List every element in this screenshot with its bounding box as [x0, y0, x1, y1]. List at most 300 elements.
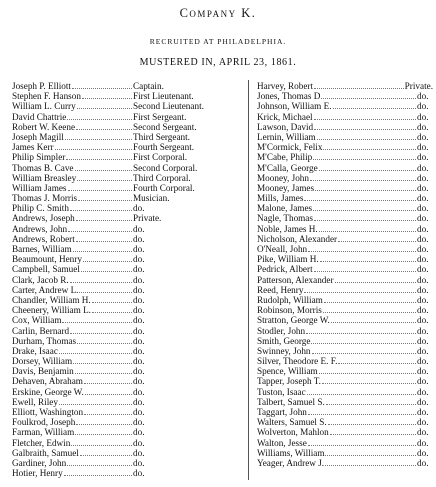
roster-entry [257, 244, 433, 254]
dot-leader [325, 448, 416, 456]
soldier-rank: do. [133, 427, 145, 438]
dot-leader [324, 295, 416, 303]
soldier-rank: do. [417, 407, 429, 417]
roster-entry [12, 112, 245, 122]
dot-leader [75, 366, 132, 374]
soldier-name: Galbraith, Samuel [12, 447, 79, 458]
soldier-name: Silver, Theodore E. F. [257, 356, 338, 367]
soldier-rank: do. [417, 284, 429, 295]
roster-entry [12, 417, 245, 427]
roster-entry [12, 152, 245, 162]
soldier-name: Williams, William [257, 447, 325, 458]
roster-entry [257, 448, 433, 458]
soldier-name: M'Calla, George [257, 162, 318, 173]
soldier-name: Cox, William [12, 315, 62, 326]
soldier-rank: do. [417, 244, 429, 254]
dot-leader [321, 91, 416, 99]
dot-leader [306, 326, 416, 334]
soldier-name: Thomas B. Cave [12, 162, 74, 173]
roster-entry [12, 183, 245, 193]
soldier-rank: do. [417, 274, 429, 285]
soldier-rank: do. [133, 254, 145, 265]
roster-entry [257, 315, 433, 325]
soldier-rank: do. [133, 294, 145, 305]
soldier-name: Farman, William [12, 427, 75, 438]
roster-entry [257, 285, 433, 295]
roster-entry [257, 112, 433, 122]
soldier-name: Fletcher, Edwin [12, 437, 71, 448]
roster-entry [257, 346, 433, 356]
soldier-name: M'Cormick, Felix [257, 142, 323, 153]
soldier-name: Dorsey, William [12, 356, 73, 367]
dot-leader [55, 142, 132, 150]
soldier-name: Cheenery, William L. [12, 305, 91, 316]
roster-entry [257, 193, 433, 203]
dot-leader [304, 285, 416, 293]
dot-leader [323, 305, 416, 313]
soldier-name: Clark, Jacob R. [12, 274, 69, 285]
soldier-name: Rudolph, William [257, 294, 323, 305]
roster-entry [12, 315, 245, 325]
dot-leader [78, 193, 132, 201]
dot-leader [304, 193, 416, 201]
soldier-rank: do. [417, 396, 429, 407]
roster-entry [12, 336, 245, 346]
dot-leader [313, 152, 416, 160]
dot-leader [314, 81, 404, 89]
dot-leader [62, 315, 132, 323]
roster-entry [12, 81, 245, 91]
soldier-rank: do. [417, 121, 429, 132]
soldier-name: Durham, Thomas [12, 335, 77, 346]
company-title: Company K. [179, 6, 257, 20]
soldier-rank: do. [133, 335, 145, 346]
roster-entry [12, 132, 245, 142]
dot-leader [76, 213, 132, 221]
soldier-name: Reed, Henry [257, 284, 304, 295]
soldier-name: Krick, Michael [257, 111, 313, 122]
dot-leader [335, 275, 416, 283]
soldier-rank: do. [417, 437, 429, 448]
soldier-rank: do. [417, 233, 429, 244]
dot-leader [322, 376, 416, 384]
soldier-name: Carlin, Bernard [12, 325, 70, 336]
roster-entry [12, 438, 245, 448]
soldier-rank: First Lieutenant. [133, 91, 194, 102]
soldier-rank: do. [417, 223, 429, 234]
roster-entry [257, 427, 433, 437]
roster-entry [12, 224, 245, 234]
roster-entry [12, 458, 245, 468]
roster-entry [12, 101, 245, 111]
soldier-rank: do. [417, 345, 429, 356]
soldier-rank: do. [133, 325, 145, 336]
dot-leader [77, 173, 132, 181]
roster-entry [12, 305, 245, 315]
soldier-name: William L. Curry [12, 101, 76, 112]
dot-leader [331, 315, 416, 323]
dot-leader [92, 305, 132, 313]
soldier-name: Beaumount, Henry [12, 254, 82, 265]
roster-entry [257, 295, 433, 305]
soldier-rank: do. [133, 284, 145, 295]
soldier-name: Barnes, William [12, 244, 72, 254]
soldier-rank: do. [417, 254, 429, 265]
soldier-rank: do. [417, 356, 429, 367]
soldier-rank: do. [417, 305, 429, 316]
dot-leader [317, 132, 416, 140]
soldier-name: Campbell, Samuel [12, 264, 80, 275]
dot-leader [73, 356, 132, 364]
soldier-rank: do. [133, 447, 145, 458]
soldier-name: Pike, William H. [257, 254, 319, 265]
soldier-rank: do. [417, 193, 429, 204]
soldier-name: James Kerr [12, 142, 54, 153]
dot-leader [65, 132, 132, 140]
soldier-name: Hotier, Henry [12, 468, 63, 479]
roster-entry [12, 275, 245, 285]
soldier-name: Malone, James [257, 203, 313, 214]
soldier-name: Thomas J. Morris [12, 193, 78, 204]
dot-leader [82, 91, 132, 99]
soldier-rank: do. [133, 223, 145, 234]
soldier-rank: do. [133, 407, 145, 417]
roster-entry [257, 366, 433, 376]
roster-entry [12, 285, 245, 295]
dot-leader [67, 112, 132, 120]
dot-leader [308, 244, 416, 252]
soldier-name: Nagle, Thomas [257, 213, 313, 224]
soldier-rank: Private. [404, 81, 433, 91]
soldier-name: Tuston, Isaac [257, 386, 306, 397]
roster-entry [257, 163, 433, 173]
dot-leader [319, 163, 416, 171]
soldier-rank: do. [133, 274, 145, 285]
soldier-name: Taggart, John [257, 407, 307, 417]
soldier-name: William James [12, 182, 67, 193]
soldier-rank: do. [417, 294, 429, 305]
soldier-name: Erskine, George W. [12, 386, 84, 397]
soldier-name: Davis, Benjamin [12, 366, 74, 377]
roster-entry [12, 203, 245, 213]
dot-leader [314, 112, 416, 120]
dot-leader [314, 264, 416, 272]
dot-leader [314, 213, 416, 221]
roster-entry [257, 203, 433, 213]
roster-entry [12, 173, 245, 183]
soldier-name: Andrews, John [12, 223, 68, 234]
soldier-rank: do. [133, 386, 145, 397]
soldier-rank: do. [133, 233, 145, 244]
dot-leader [70, 275, 132, 283]
soldier-name: Joseph P. Elliott [12, 81, 71, 91]
roster-entry [12, 427, 245, 437]
soldier-rank: do. [133, 396, 145, 407]
dot-leader [313, 203, 416, 211]
dot-leader [73, 244, 132, 252]
roster-entry [12, 366, 245, 376]
roster-entry [12, 254, 245, 264]
soldier-name: M'Cabe, Philip [257, 152, 313, 163]
dot-leader [59, 397, 132, 405]
dot-leader [326, 397, 416, 405]
dot-leader [323, 142, 416, 150]
roster-entry [12, 122, 245, 132]
soldier-name: Pedrick, Albert [257, 264, 313, 275]
roster-right-column [257, 81, 433, 468]
soldier-rank: do. [133, 457, 145, 468]
soldier-rank: Second Corporal. [133, 162, 198, 173]
dot-leader [77, 336, 132, 344]
soldier-name: Carter, Andrew L. [12, 284, 79, 295]
soldier-name: Chandler, William H. [12, 294, 91, 305]
soldier-rank: do. [417, 457, 429, 468]
soldier-rank: Musician. [133, 193, 170, 204]
roster-entry [257, 376, 433, 386]
soldier-name: Tapper, Joseph T. [257, 376, 321, 387]
roster-entry [257, 458, 433, 468]
soldier-name: William Breasley [12, 172, 77, 183]
dot-leader [325, 458, 416, 466]
dot-leader [338, 234, 416, 242]
soldier-rank: do. [417, 131, 429, 142]
soldier-rank: do. [417, 427, 429, 438]
dot-leader [310, 173, 416, 181]
dot-leader [70, 326, 132, 334]
soldier-name: Yeager, Andrew J. [257, 457, 325, 468]
soldier-rank: do. [133, 468, 145, 479]
roster-entry [257, 183, 433, 193]
roster-entry [12, 264, 245, 274]
soldier-rank: do. [133, 366, 145, 377]
soldier-rank: do. [417, 111, 429, 122]
dot-leader [75, 427, 132, 435]
soldier-rank: do. [417, 172, 429, 183]
soldier-name: Spence, William [257, 366, 318, 377]
soldier-rank: First Sergeant. [133, 111, 187, 122]
soldier-rank: Private. [133, 213, 162, 224]
soldier-name: Robinson, Morris [257, 305, 322, 316]
dot-leader [77, 101, 132, 109]
soldier-name: Elliott, Washington [12, 407, 84, 417]
soldier-rank: Captain. [133, 81, 164, 91]
soldier-rank: do. [133, 376, 145, 387]
soldier-name: Noble, James H. [257, 223, 318, 234]
soldier-name: Wolverton, Mahlon [257, 427, 329, 438]
soldier-rank: do. [417, 447, 429, 458]
roster-entry [12, 387, 245, 397]
soldier-name: Talbert, Samuel S. [257, 396, 325, 407]
soldier-rank: do. [417, 335, 429, 346]
dot-leader [330, 427, 416, 435]
soldier-name: Walton, Jesse [257, 437, 307, 448]
soldier-rank: do. [417, 91, 429, 102]
soldier-name: Nicholson, Alexander [257, 233, 338, 244]
soldier-name: Lawson, David [257, 121, 314, 132]
dot-leader [81, 264, 132, 272]
soldier-name: Stodler, John [257, 325, 306, 336]
soldier-name: Foulkrod, Joseph [12, 417, 76, 428]
roster-entry [12, 468, 245, 478]
soldier-name: Stephen F. Hanson [12, 91, 81, 102]
roster-entry [12, 213, 245, 223]
soldier-rank: do. [417, 417, 429, 428]
soldier-name: Ewell, Riley [12, 396, 58, 407]
soldier-rank: do. [417, 182, 429, 193]
soldier-rank: do. [417, 386, 429, 397]
soldier-name: David Chattrie [12, 111, 67, 122]
dot-leader [315, 183, 416, 191]
roster-entry [257, 305, 433, 315]
soldier-name: Johnson, William E. [257, 101, 332, 112]
dot-leader [76, 234, 132, 242]
roster-entry [257, 438, 433, 448]
soldier-name: Patterson, Alexander [257, 274, 334, 285]
roster-entry [257, 275, 433, 285]
roster-entry [257, 407, 433, 417]
dot-leader [80, 448, 132, 456]
roster-entry [12, 376, 245, 386]
dot-leader [319, 224, 416, 232]
soldier-rank: do. [133, 417, 145, 428]
dot-leader [66, 152, 132, 160]
roster-left-column [12, 81, 245, 478]
soldier-name: Mooney, John [257, 172, 309, 183]
soldier-rank: do. [133, 315, 145, 326]
roster-entry [257, 81, 433, 91]
soldier-name: Dehaven, Abraham [12, 376, 83, 387]
roster-entry [257, 91, 433, 101]
dot-leader [70, 203, 132, 211]
roster-entry [12, 326, 245, 336]
soldier-name: Mills, James [257, 193, 304, 204]
soldier-name: Drake, Isaac [12, 345, 58, 356]
roster-entry [12, 407, 245, 417]
soldier-name: O'Neall, John [257, 244, 308, 254]
roster-entry [257, 132, 433, 142]
soldier-name: Andrews, Joseph [12, 213, 75, 224]
column-divider [248, 80, 249, 480]
soldier-rank: do. [417, 162, 429, 173]
roster-entry [257, 356, 433, 366]
soldier-rank: do. [133, 203, 145, 214]
soldier-name: Philip Simpler [12, 152, 66, 163]
roster-entry [257, 417, 433, 427]
soldier-rank: do. [417, 366, 429, 377]
dot-leader [319, 366, 416, 374]
dot-leader [84, 407, 132, 415]
soldier-rank: do. [133, 356, 145, 367]
soldier-rank: Second Sergeant. [133, 121, 197, 132]
dot-leader [76, 417, 132, 425]
dot-leader [68, 224, 132, 232]
roster-entry [257, 397, 433, 407]
dot-leader [83, 254, 132, 262]
roster-entry [257, 336, 433, 346]
dot-leader [84, 376, 132, 384]
soldier-name: Harvey, Robert [257, 81, 314, 91]
soldier-name: Jones, Thomas D [257, 91, 321, 102]
soldier-name: Walters, Samuel S. [257, 417, 327, 428]
dot-leader [312, 346, 416, 354]
soldier-rank: First Corporal. [133, 152, 188, 163]
dot-leader [79, 285, 132, 293]
dot-leader [333, 101, 417, 109]
soldier-rank: do. [417, 376, 429, 387]
roster-entry [257, 142, 433, 152]
mustered-heading: MUSTERED IN, APRIL 23, 1861. [139, 57, 297, 68]
dot-leader [71, 438, 132, 446]
roster-entry [257, 173, 433, 183]
soldier-rank: Fourth Corporal. [133, 182, 195, 193]
soldier-rank: do. [417, 325, 429, 336]
dot-leader [75, 163, 133, 171]
dot-leader [92, 295, 132, 303]
soldier-rank: do. [417, 203, 429, 214]
soldier-name: Joseph Magill [12, 131, 64, 142]
roster-entry [257, 122, 433, 132]
dot-leader [308, 407, 416, 415]
soldier-name: Andrews, Robert [12, 233, 75, 244]
soldier-name: Robert W. Keene [12, 121, 76, 132]
soldier-name: Philip C. Smith [12, 203, 69, 214]
dot-leader [311, 336, 416, 344]
soldier-rank: do. [417, 213, 429, 224]
soldier-name: Mooney, James [257, 182, 315, 193]
roster-entry [12, 193, 245, 203]
soldier-rank: do. [417, 315, 429, 326]
soldier-rank: Third Sergeant. [133, 131, 190, 142]
soldier-name: Smith, George [257, 335, 311, 346]
soldier-rank: do. [417, 152, 429, 163]
dot-leader [307, 387, 416, 395]
dot-leader [67, 458, 132, 466]
roster-entry [257, 224, 433, 234]
soldier-rank: do. [133, 345, 145, 356]
recruited-subtitle: RECRUITED AT PHILADELPHIA. [149, 37, 287, 46]
roster-entry [257, 326, 433, 336]
roster-entry [12, 295, 245, 305]
soldier-rank: do. [133, 305, 145, 316]
dot-leader [72, 81, 132, 89]
soldier-rank: do. [133, 437, 145, 448]
roster-entry [257, 264, 433, 274]
roster-entry [257, 254, 433, 264]
roster-entry [12, 356, 245, 366]
soldier-name: Lernin, William [257, 131, 316, 142]
roster-entry [12, 346, 245, 356]
dot-leader [59, 346, 132, 354]
roster-entry [12, 163, 245, 173]
roster-entry [257, 152, 433, 162]
dot-leader [68, 183, 133, 191]
dot-leader [320, 254, 416, 262]
soldier-rank: do. [417, 264, 429, 275]
roster-entry [257, 234, 433, 244]
dot-leader [328, 417, 416, 425]
soldier-rank: do. [417, 101, 429, 112]
soldier-rank: do. [417, 142, 429, 153]
roster-entry [257, 387, 433, 397]
dot-leader [76, 122, 132, 130]
roster-entry [12, 448, 245, 458]
roster-entry [12, 397, 245, 407]
soldier-rank: do. [133, 244, 145, 254]
dot-leader [308, 438, 416, 446]
roster-entry [12, 244, 245, 254]
roster-entry [12, 234, 245, 244]
dot-leader [338, 356, 416, 364]
